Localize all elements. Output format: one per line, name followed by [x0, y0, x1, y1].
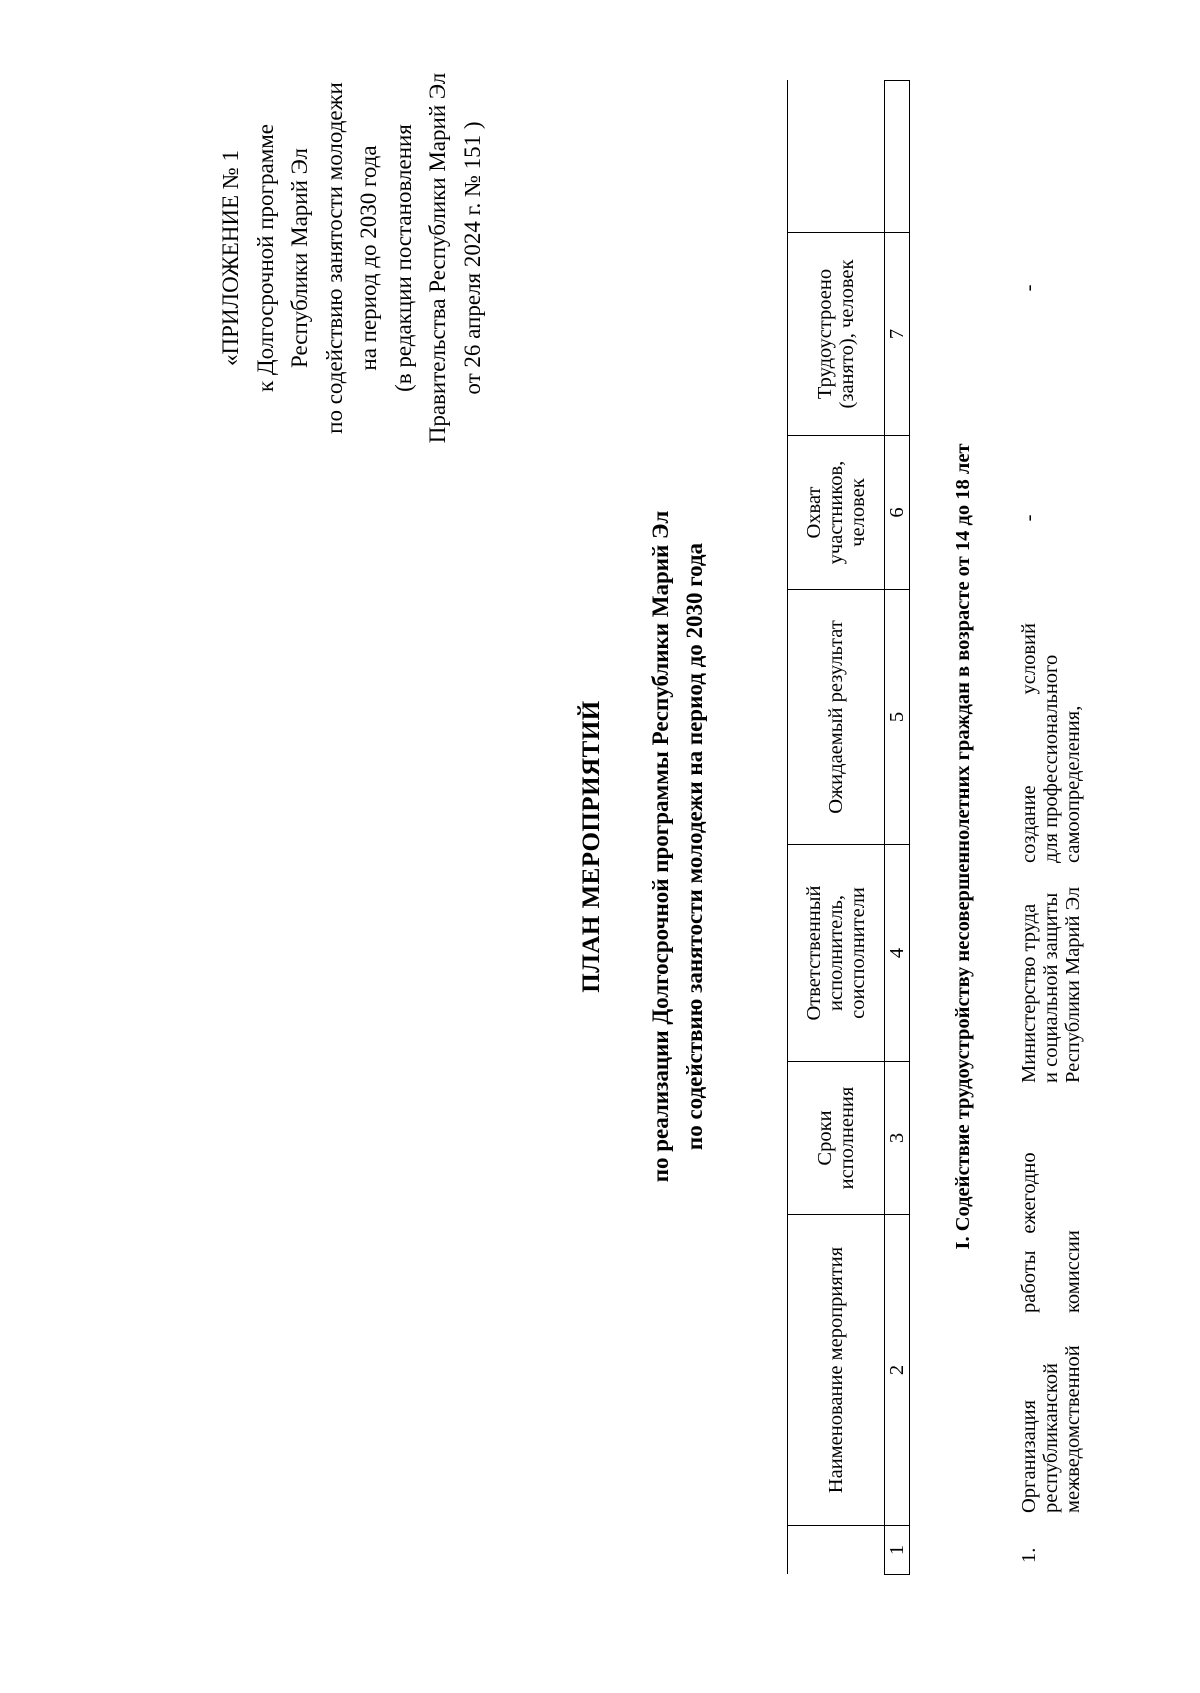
subtitle-line: по реализации Долгосрочной программы Республики Марий Эл: [648, 510, 673, 1183]
row-number: 1.: [1018, 1547, 1040, 1563]
number-cell: 2: [885, 1215, 910, 1526]
appendix-line: (в редакции постановления: [390, 124, 416, 392]
row-exec-line: и социальной защиты: [1040, 892, 1062, 1083]
plan-title: ПЛАН МЕРОПРИЯТИЙ: [578, 700, 605, 993]
appendix-line: на период до 2030 года: [356, 145, 381, 371]
appendix-line: «ПРИЛОЖЕНИЕ № 1: [218, 149, 243, 367]
section-title: I. Содействие трудоустройству несовершеннолетних граждан в возрасте от 14 до 18 лет: [952, 443, 974, 1250]
row-responsible: [1018, 863, 1084, 1083]
number-cell: 5: [885, 590, 910, 845]
header-cell-extra: [788, 81, 885, 233]
number-cell: 1: [885, 1526, 910, 1575]
subtitle-line: по содействию занятости молодежи на период до 2030 года: [682, 542, 707, 1151]
number-cell: 3: [885, 1062, 910, 1215]
header-cell-deadlines: Сроки исполнения: [788, 1062, 885, 1215]
header-cell-responsible: Ответственный исполнитель, соисполнители: [788, 845, 885, 1062]
appendix-line: Правительства Республики Марий Эл: [425, 72, 450, 444]
header-cell-employed: Трудоустроено (занято), человек: [788, 233, 885, 436]
row-deadline: ежегодно: [1018, 1152, 1040, 1234]
table-number-row: [885, 81, 910, 1575]
plan-table: [787, 80, 910, 1575]
row-event-name: [1018, 1230, 1084, 1513]
row-result-line: для профессионального: [1040, 654, 1062, 863]
row-exec-line: Министерство труда: [1018, 903, 1040, 1083]
number-cell: 4: [885, 845, 910, 1062]
row-employed: -: [1018, 284, 1040, 292]
row-name-line: межведомственной комиссии: [1062, 1230, 1084, 1513]
header-cell-event-name: Наименование мероприятия: [788, 1215, 885, 1526]
row-name-line: Организация работы: [1018, 1250, 1040, 1513]
appendix-line: по содействию занятости молодежи: [321, 82, 347, 434]
table-header-row: [788, 81, 885, 1575]
number-cell: [885, 81, 910, 233]
row-exec-line: Республики Марий Эл: [1062, 886, 1084, 1083]
plan-subtitle: [644, 0, 712, 1693]
row-result-line: создание условий: [1018, 623, 1040, 863]
appendix-line: от 26 апреля 2024 г. № 151 ): [459, 121, 485, 395]
appendix-line: к Долгосрочной программе: [252, 123, 278, 393]
row-name-line: республиканской: [1040, 1363, 1062, 1513]
number-cell: 7: [885, 233, 910, 436]
appendix-line: Республики Марий Эл: [287, 147, 312, 369]
header-cell-expected-result: Ожидаемый результат: [788, 590, 885, 845]
number-cell: 6: [885, 436, 910, 590]
appendix-block: [214, 38, 490, 478]
header-cell-number: [788, 1526, 885, 1575]
header-cell-coverage: Охват участников, человек: [788, 436, 885, 590]
row-expected-result: [1018, 623, 1084, 863]
row-result-line: самоопределения,: [1062, 705, 1084, 863]
row-coverage: -: [1018, 514, 1040, 522]
